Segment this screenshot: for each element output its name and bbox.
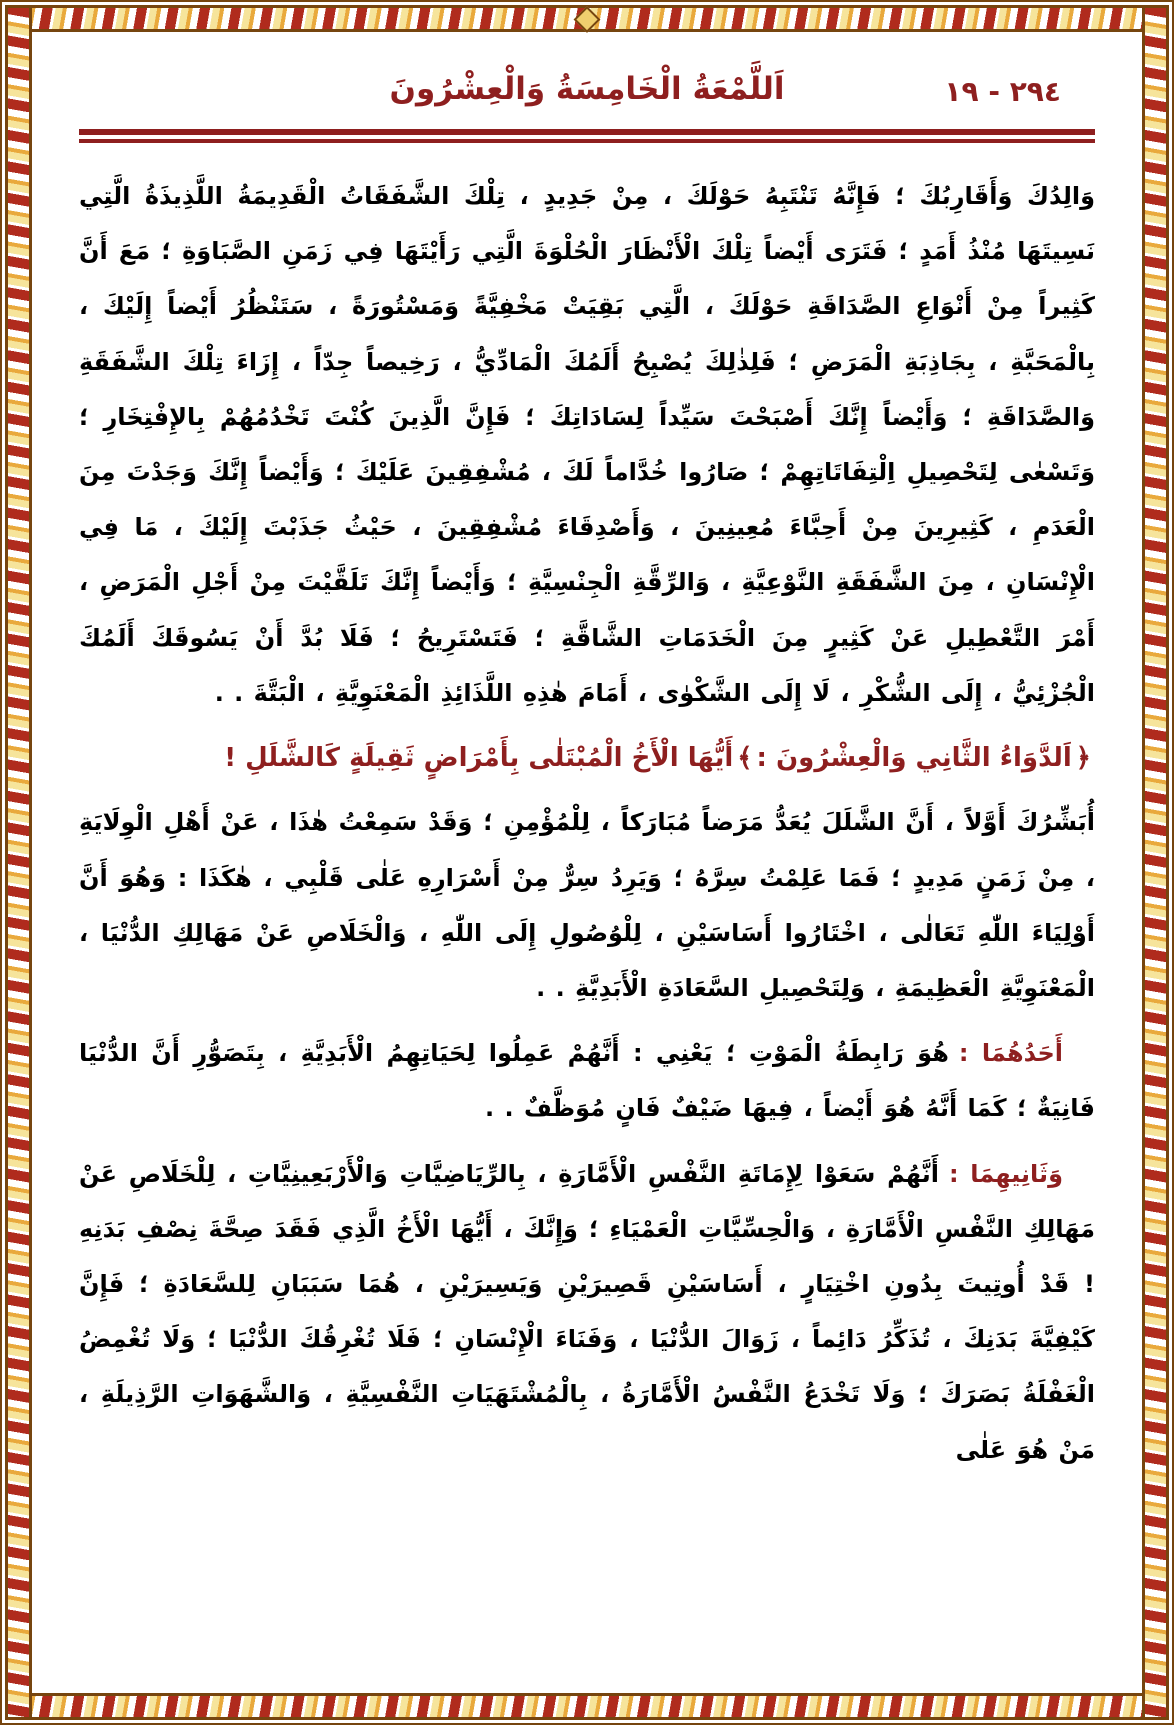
second-basis-lead: وَثَانِيهِمَا : [948, 1159, 1063, 1188]
ornate-bracket-mid-icon: ﴾ [737, 742, 753, 773]
ornate-bracket-open-icon: ﴿ [1075, 742, 1091, 773]
remedy-22-heading [79, 731, 1095, 786]
chapter-title: اَللَّمْعَةُ الْخَامِسَةُ وَالْعِشْرُونَ [389, 71, 785, 107]
second-basis-text: أَنَّهُمْ سَعَوْا لِإِمَاتَةِ النَّفْسِ الْأَمَّارَةِ ، بِالرِّيَاضِيَّاتِ وَالْأَرْبَعِينِيَّاتِ ، لِلْخَلَاصِ عَنْ مَهَالِكِ النَّفْسِ الْأَمَّارَةِ ، وَالْحِسِّيَّاتِ الْعَمْيَاءِ ؛ وَإِنَّكَ ، أَيُّهَا الْأَخُ الَّذِي فَقَدَ صِحَّةَ نِصْفِ بَدَنِهِ ! قَدْ أُوتِيتَ بِدُونِ اخْتِيَارٍ ، أَسَاسَيْنِ قَصِيرَيْنِ وَيَسِيرَيْنِ ، هُمَا سَبَبَانِ لِلسَّعَادَةِ ؛ فَإِنَّ كَيْفِيَّةَ بَدَنِكَ ، تُذَكِّرُ دَائِماً ، زَوَالَ الدُّنْيَا ، وَفَنَاءَ الْإِنْسَانِ ؛ فَلَا تُغْرِقُكَ الدُّنْيَا ؛ وَلَا تُغْمِضُ الْغَفْلَةُ بَصَرَكَ ؛ وَلَا تَخْدَعُ النَّفْسُ الْأَمَّارَةُ ، بِالْمُشْتَهَيَاتِ النَّفْسِيَّةِ ، وَالشَّهَوَاتِ الرَّذِيلَةِ ، مَنْ هُوَ عَلٰى [79, 1159, 1095, 1464]
first-basis-lead: أَحَدُهُمَا : [958, 1039, 1063, 1068]
paragraph-blessings-of-illness: وَالِدُكَ وَأَقَارِبُكَ ؛ فَإِنَّهُ تَنْتَبِهُ حَوْلَكَ ، مِنْ جَدِيدٍ ، تِلْكَ الشَّفَقَاتُ الْقَدِيمَةُ اللَّذِيذَةُ الَّتِي نَسِيتَهَا مُنْذُ أَمَدٍ ؛ فَتَرَى أَيْضاً تِلْكَ الْأَنْظَارَ الْحُلْوَةَ الَّتِي رَأَيْتَهَا فِي زَمَنِ الصَّبَاوَةِ ؛ مَعَ أَنَّ كَثِيراً مِنْ أَنْوَاعِ الصَّدَاقَةِ حَوْلَكَ ، الَّتِي بَقِيَتْ مَخْفِيَّةً وَمَسْتُورَةً ، سَتَنْظُرُ أَيْضاً إِلَيْكَ ، بِالْمَحَبَّةِ ، بِجَاذِبَةِ الْمَرَضِ ؛ فَلِذٰلِكَ يُصْبِحُ أَلَمُكَ الْمَادِّيُّ ، رَخِيصاً جِدّاً ، إِزَاءَ تِلْكَ الشَّفَقَةِ وَالصَّدَاقَةِ ؛ وَأَيْضاً إِنَّكَ أَصْبَحْتَ سَيِّداً لِسَادَاتِكَ ؛ فَإِنَّ الَّذِينَ كُنْتَ تَخْدُمُهُمْ بِالإِفْتِخَارِ ؛ وَتَسْعٰى لِتَحْصِيلِ اِلْتِفَاتَاتِهِمْ ؛ صَارُوا خُدَّاماً لَكَ ، مُشْفِقِينَ عَلَيْكَ ؛ وَأَيْضاً إِنَّكَ وَجَدْتَ مِنَ الْعَدَمِ ، كَثِيرِينَ مِنْ أَحِبَّاءَ مُعِينِينَ ، وَأَصْدِقَاءَ مُشْفِقِينَ ، حَيْثُ جَذَبْتَ إِلَيْكَ ، مَا فِي الْإِنْسَانِ ، مِنَ الشَّفَقَةِ النَّوْعِيَّةِ ، وَالرِّقَّةِ الْجِنْسِيَّةِ ؛ وَأَيْضاً إِنَّكَ تَلَقَّيْتَ مِنْ أَجْلِ الْمَرَضِ ، أَمْرَ التَّعْطِيلِ عَنْ كَثِيرٍ مِنَ الْخَدَمَاتِ الشَّاقَّةِ ؛ فَتَسْتَرِيحُ ؛ فَلَا بُدَّ أَنْ يَسُوقَكَ أَلَمُكَ الْجُزْئِيُّ ، إِلَى الشُّكْرِ ، لَا إِلَى الشَّكْوٰى ، أَمَامَ هٰذِهِ اللَّذَائِذِ الْمَعْنَوِيَّةِ ، الْبَتَّةَ . . [79, 182, 1095, 707]
page-number: ٢٩٤ - ١٩ [944, 75, 1061, 108]
page-content [35, 35, 1139, 1690]
border-chain-left [5, 5, 32, 1720]
border-chain-bottom [5, 1693, 1169, 1720]
paragraph-paralysis-good-news: أُبَشِّرُكَ أَوَّلاً ، أَنَّ الشَّلَلَ يُعَدُّ مَرَضاً مُبَارَكاً ، لِلْمُؤْمِنِ ؛ وَقَدْ سَمِعْتُ هٰذَا ، عَنْ أَهْلِ الْوِلَايَةِ ، مِنْ زَمَنٍ مَدِيدٍ ؛ فَمَا عَلِمْتُ سِرَّهُ ؛ وَيَرِدُ سِرٌّ مِنْ أَسْرَارِهِ عَلٰى قَلْبِي ، هٰكَذَا : وَهُوَ أَنَّ أَوْلِيَاءَ اللّٰهِ تَعَالٰى ، اخْتَارُوا أَسَاسَيْنِ ، لِلْوُصُولِ إِلَى اللّٰهِ ، وَالْخَلَاصِ عَنْ مَهَالِكِ الدُّنْيَا ، الْمَعْنَوِيَّةِ الْعَظِيمَةِ ، وَلِتَحْصِيلِ السَّعَادَةِ الْأَبَدِيَّةِ . . [79, 808, 1095, 1003]
paragraph-first-basis [79, 1026, 1095, 1136]
remedy-22-address: أَيُّهَا الْأَخُ الْمُبْتَلٰى بِأَمْرَاضٍ ثَقِيلَةٍ كَالشَّلَلِ ! [224, 742, 734, 773]
header-double-rule [79, 129, 1095, 143]
first-basis-text: هُوَ رَابِطَةُ الْمَوْتِ ؛ يَعْنِي : أَنَّهُمْ عَمِلُوا لِحَيَاتِهِمُ الْأَبَدِيَّةِ ، بِتَصَوُّرِ أَنَّ الدُّنْيَا فَانِيَةٌ ؛ كَمَا أَنَّهُ هُوَ أَيْضاً ، فِيهَا ضَيْفٌ فَانٍ مُوَظَّفٌ . . [79, 1039, 1095, 1123]
page-header [79, 65, 1095, 129]
paragraph-second-basis [79, 1147, 1095, 1478]
remedy-22-label: اَلدَّوَاءُ الثَّانِي وَالْعِشْرُونَ : [756, 742, 1072, 773]
border-chain-right [1142, 5, 1169, 1720]
